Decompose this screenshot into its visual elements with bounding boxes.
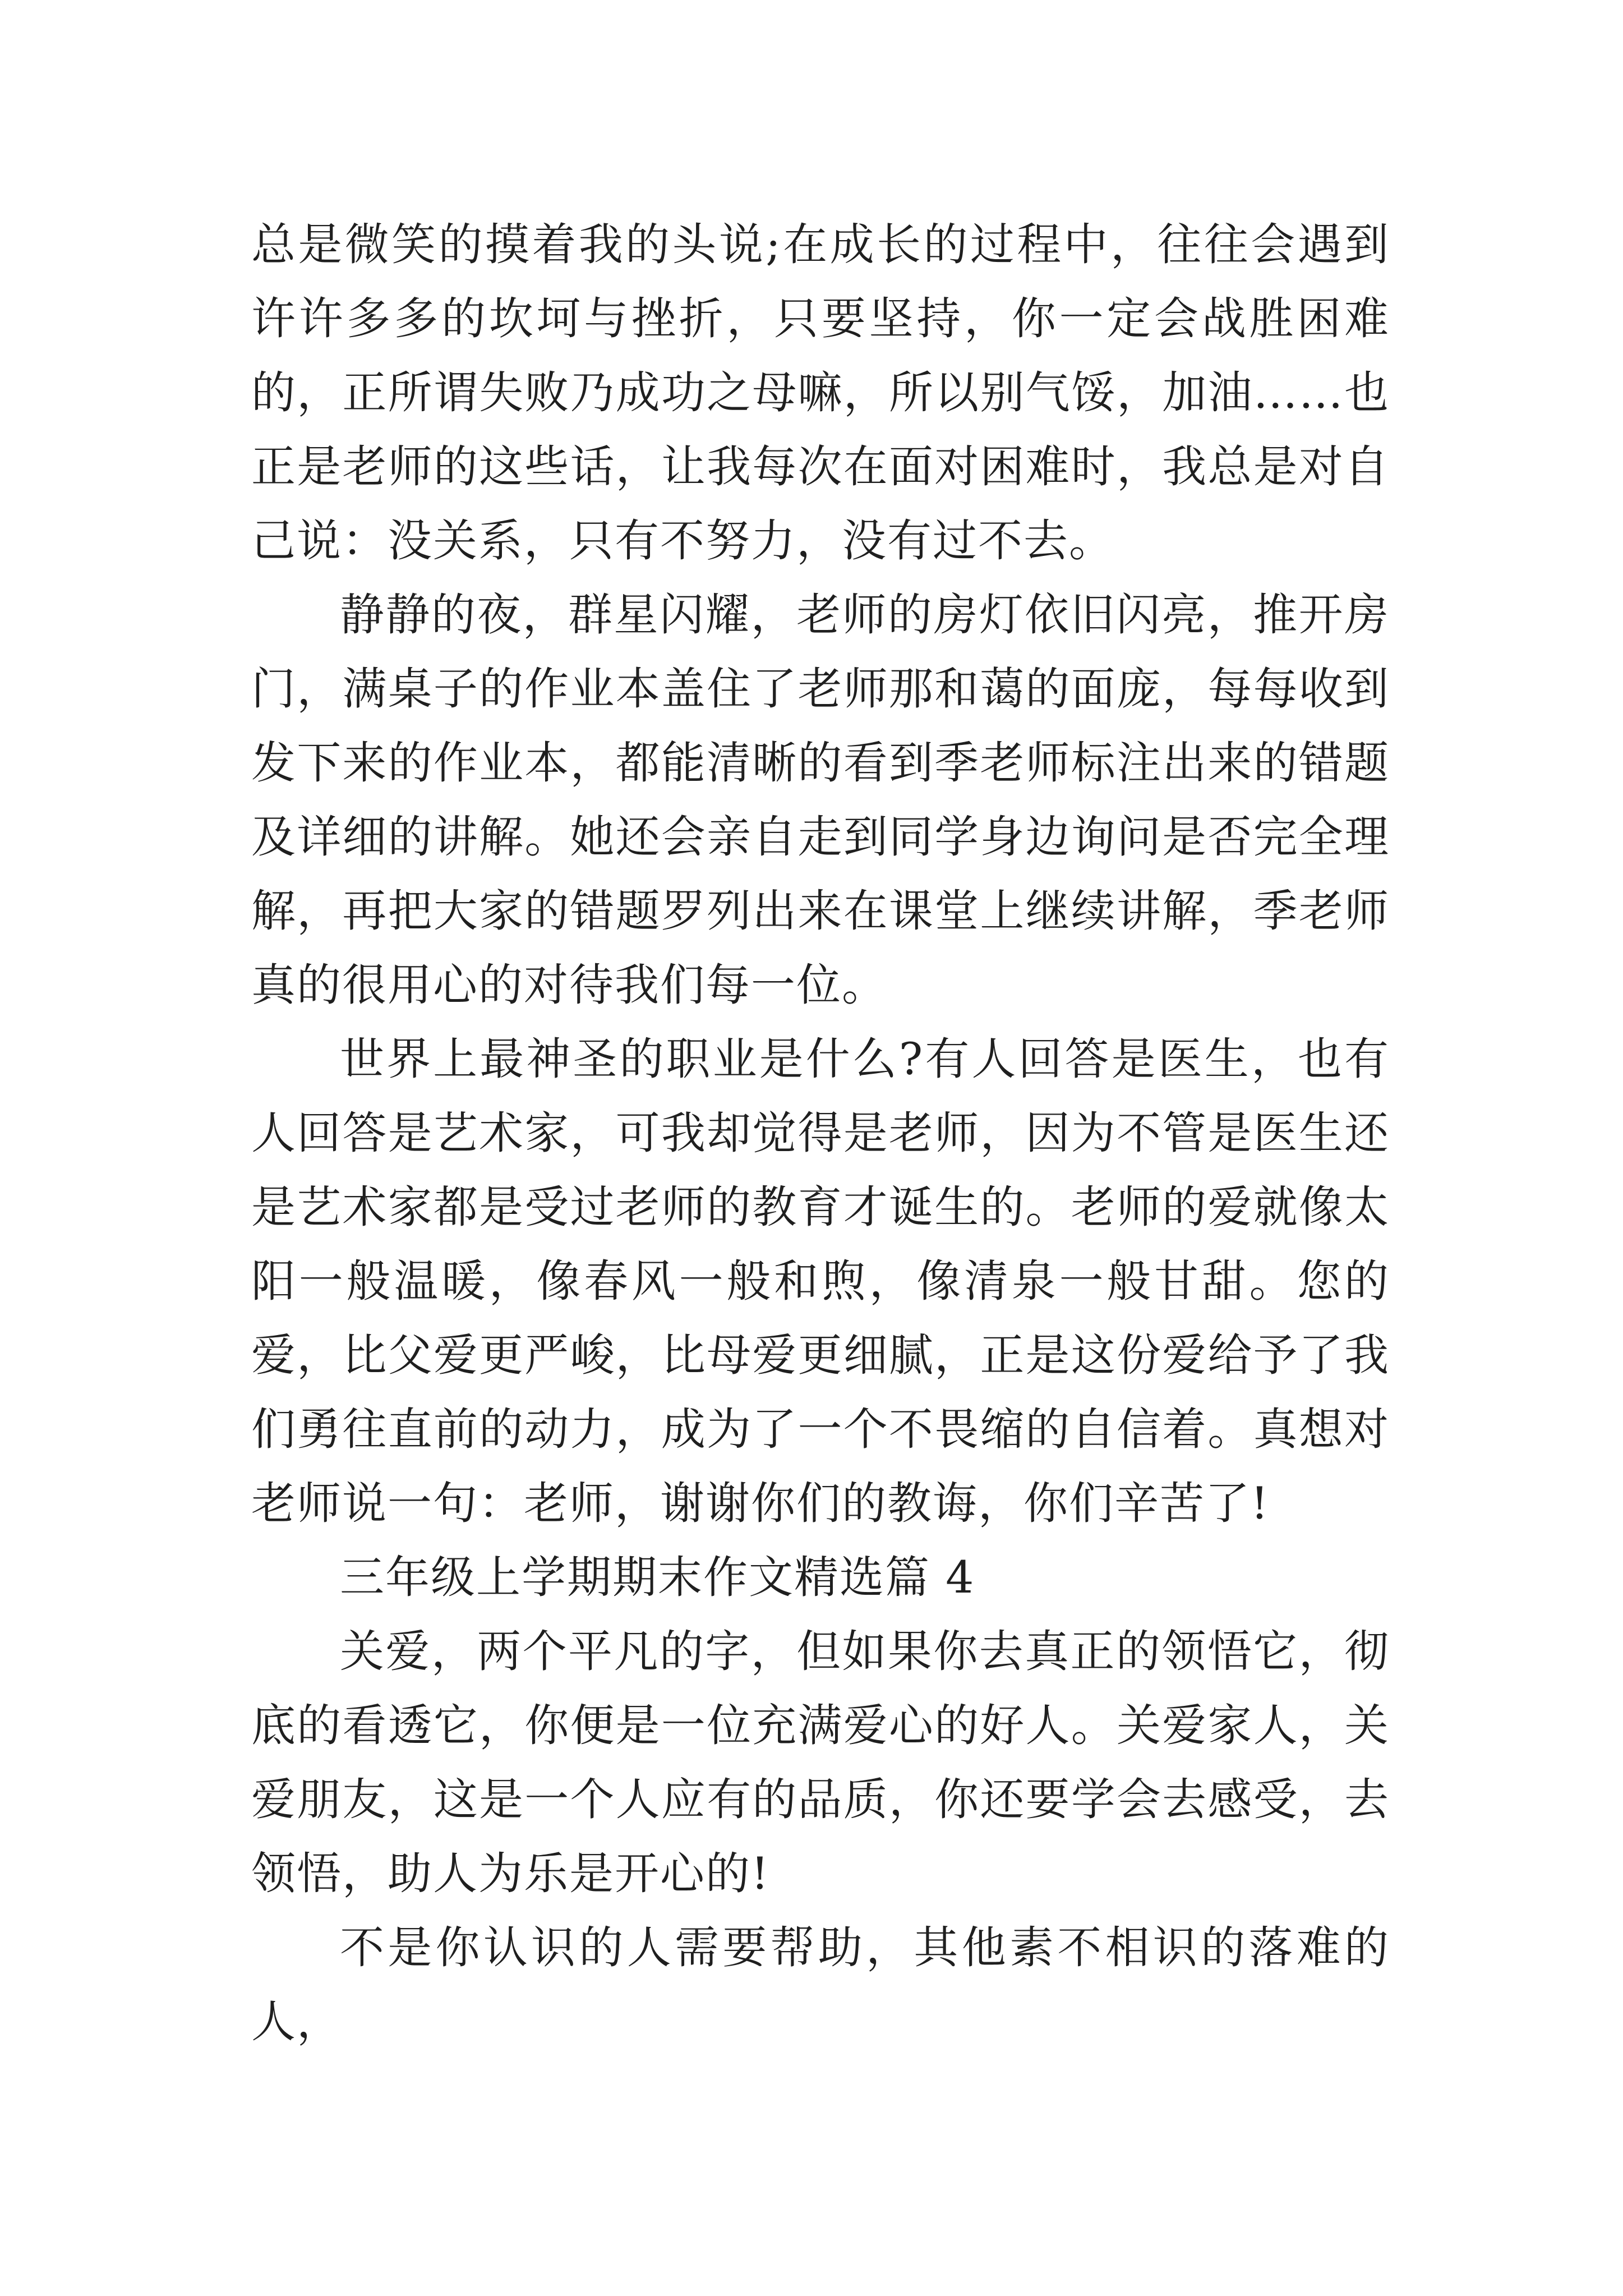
paragraph-1: 总是微笑的摸着我的头说;在成长的过程中，往往会遇到许许多多的坎坷与挫折，只要坚持，你一定会战胜困难的，正所谓失败乃成功之母嘛，所以别气馁，加油……也正是老师的这些话，让我每次在面对困难时，我总是对自己说：没关系，只有不努力，没有过不去。	[251, 219, 1390, 567]
paragraph-3: 世界上最神圣的职业是什么?有人回答是医生，也有人回答是艺术家，可我却觉得是老师，因为不管是医生还是艺术家都是受过老师的教育才诞生的。老师的爱就像太阳一般温暖，像春风一般和煦，像清泉一般甘甜。您的爱，比父爱更严峻，比母爱更细腻，正是这份爱给予了我们勇往直前的动力，成为了一个不畏缩的自信着。真想对老师说一句：老师，谢谢你们的教诲，你们辛苦了!	[251, 1033, 1390, 1529]
paragraph-4: 关爱，两个平凡的字，但如果你去真正的领悟它，彻底的看透它，你便是一位充满爱心的好人。关爱家人，关爱朋友，这是一个人应有的品质，你还要学会去感受，去领悟，助人为乐是开心的!	[251, 1626, 1390, 1899]
section-heading: 三年级上学期期末作文精选篇 4	[340, 1552, 975, 1603]
document-body	[251, 208, 1390, 2059]
paragraph-5: 不是你认识的人需要帮助，其他素不相识的落难的人，	[251, 1922, 1390, 2047]
paragraph-2: 静静的夜，群星闪耀，老师的房灯依旧闪亮，推开房门，满桌子的作业本盖住了老师那和蔼的面庞，每每收到发下来的作业本，都能清晰的看到季老师标注出来的错题及详细的讲解。她还会亲自走到同学身边询问是否完全理解，再把大家的错题罗列出来在课堂上继续讲解，季老师真的很用心的对待我们每一位。	[251, 589, 1390, 1011]
